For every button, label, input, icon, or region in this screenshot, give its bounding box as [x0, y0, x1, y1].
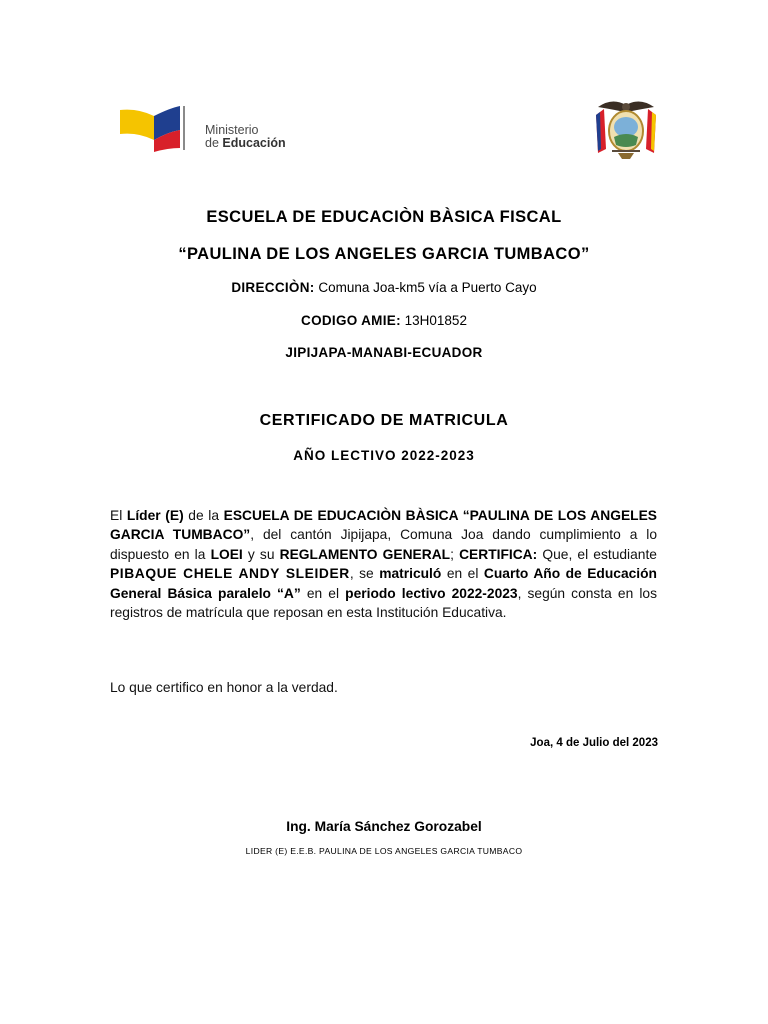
signer-name: Ing. María Sánchez Gorozabel: [286, 819, 482, 834]
school-type-heading: ESCUELA DE EDUCACIÒN BÀSICA FISCAL: [206, 208, 562, 226]
address-line: [0, 280, 768, 295]
logo-wordmark: [205, 124, 286, 150]
certificate-body-paragraph: El Líder (E) de la ESCUELA DE EDUCACIÒN BÀSICA “PAULINA DE LOS ANGELES GARCIA TUMBACO”, del cantón Jipijapa, Comuna Joa dando cumplimiento a lo dispuesto en la LOEI y su REGLAMENTO GENERAL; CERTIFICA: Que, el estudiante PIBAQUE CHELE ANDY SLEIDER, se matriculó en el Cuarto Año de Educación General Básica paralelo “A” en el periodo lectivo 2022-2023, según consta en los registros de matrícula que reposan en esta Institución Educativa.: [110, 508, 657, 621]
logo-line-1: Ministerio: [205, 123, 259, 137]
school-name-heading: “PAULINA DE LOS ANGELES GARCIA TUMBACO”: [178, 245, 590, 263]
ecuador-flag-logo-icon: [118, 104, 198, 154]
amie-label: CODIGO AMIE:: [301, 313, 401, 328]
ecuador-coat-of-arms-icon: [590, 97, 662, 163]
address-value: Comuna Joa-km5 vía a Puerto Cayo: [314, 280, 537, 295]
address-label: DIRECCIÒN:: [231, 280, 315, 295]
closing-statement: Lo que certifico en honor a la verdad.: [110, 680, 338, 695]
signer-title: LIDER (E) E.E.B. PAULINA DE LOS ANGELES GARCIA TUMBACO: [245, 846, 523, 856]
student-name: PIBAQUE CHELE ANDY SLEIDER: [110, 566, 350, 582]
certificate-title: CERTIFICADO DE MATRICULA: [259, 412, 509, 429]
location-line: JIPIJAPA-MANABI-ECUADOR: [285, 345, 483, 360]
issue-date: Joa, 4 de Julio del 2023: [530, 737, 658, 749]
amie-value: 13H01852: [400, 313, 467, 328]
school-year: AÑO LECTIVO 2022-2023: [293, 448, 475, 463]
logo-line-2: de Educación: [205, 136, 286, 150]
amie-code-line: [0, 313, 768, 328]
ministerio-educacion-logo: [118, 104, 318, 154]
